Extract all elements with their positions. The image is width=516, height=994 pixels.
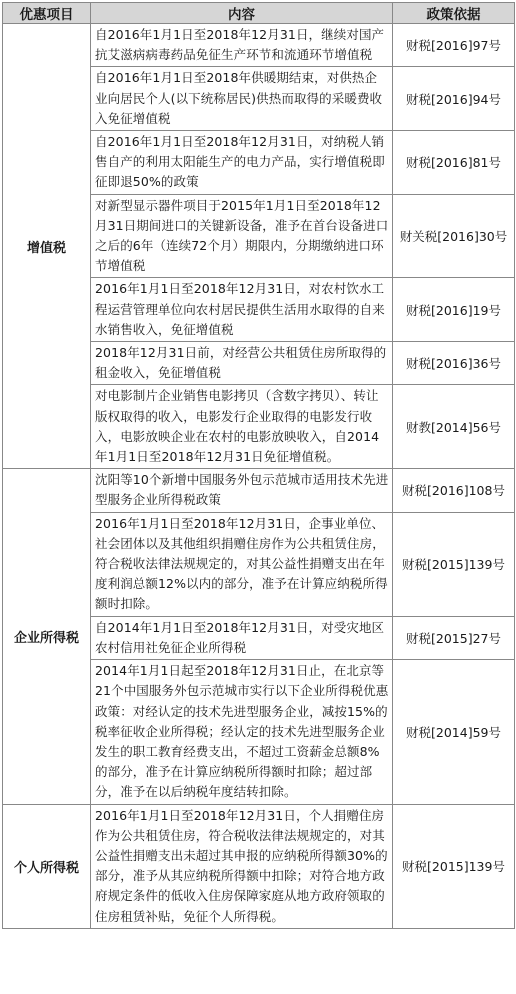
header-basis: 政策依据 <box>393 3 515 24</box>
policy-content: 沈阳等10个新增中国服务外包示范城市适用技术先进型服务企业所得税政策 <box>91 469 393 512</box>
header-row <box>3 3 515 24</box>
policy-content: 2016年1月1日至2018年12月31日，个人捐赠住房作为公共租赁住房，符合税收法律法规规定的，对其公益性捐赠支出未超过其申报的应纳税所得额30%的部分，准予从其应纳税所得额中扣除；对符合地方政府规定条件的低收入住房保障家庭从地方政府领取的住房租赁补贴，免征个人所得税。 <box>91 804 393 928</box>
policy-content: 2018年12月31日前，对经营公共租赁住房所取得的租金收入，免征增值税 <box>91 342 393 385</box>
policy-basis: 财税[2015]27号 <box>393 616 515 659</box>
policy-basis: 财税[2016]36号 <box>393 342 515 385</box>
policy-basis: 财税[2015]139号 <box>393 512 515 616</box>
policy-basis: 财税[2016]108号 <box>393 469 515 512</box>
policy-basis: 财关税[2016]30号 <box>393 194 515 278</box>
policy-content: 2014年1月1日起至2018年12月31日止，在北京等21个中国服务外包示范城市实行以下企业所得税优惠政策：对经认定的技术先进型服务企业，减按15%的税率征收企业所得税；经认定的技术先进型服务企业发生的职工教育经费支出，不超过工资薪金总额8%的部分，准予在计算应纳税所得额时扣除；超过部分，准予在以后纳税年度结转扣除。 <box>91 660 393 804</box>
policy-basis: 财税[2016]81号 <box>393 131 515 195</box>
category-corporate-income-tax: 企业所得税 <box>3 469 91 804</box>
policy-content: 自2016年1月1日至2018年12月31日，对纳税人销售自产的利用太阳能生产的电力产品，实行增值税即征即退50%的政策 <box>91 131 393 195</box>
policy-basis: 财教[2014]56号 <box>393 385 515 469</box>
policy-content: 对电影制片企业销售电影拷贝（含数字拷贝）、转让版权取得的收入，电影发行企业取得的电影发行收入，电影放映企业在农村的电影放映收入，自2014年1月1日至2018年12月31日免征增值税。 <box>91 385 393 469</box>
policy-basis: 财税[2016]97号 <box>393 24 515 67</box>
header-category: 优惠项目 <box>3 3 91 24</box>
policy-content: 自2014年1月1日至2018年12月31日，对受灾地区农村信用社免征企业所得税 <box>91 616 393 659</box>
policy-content: 2016年1月1日至2018年12月31日，对农村饮水工程运营管理单位向农村居民提供生活用水取得的自来水销售收入，免征增值税 <box>91 278 393 342</box>
category-personal-income-tax: 个人所得税 <box>3 804 91 928</box>
policy-content: 对新型显示器件项目于2015年1月1日至2018年12月31日期间进口的关键新设备，准予在首台设备进口之后的6年（连续72个月）期限内，分期缴纳进口环节增值税 <box>91 194 393 278</box>
policy-table <box>2 2 515 929</box>
policy-basis: 财税[2015]139号 <box>393 804 515 928</box>
policy-basis: 财税[2016]94号 <box>393 67 515 131</box>
policy-basis: 财税[2016]19号 <box>393 278 515 342</box>
policy-content: 自2016年1月1日至2018年供暖期结束，对供热企业向居民个人(以下统称居民)供热而取得的采暖费收入免征增值税 <box>91 67 393 131</box>
category-vat: 增值税 <box>3 24 91 469</box>
policy-content: 2016年1月1日至2018年12月31日，企事业单位、社会团体以及其他组织捐赠住房作为公共租赁住房，符合税收法律法规规定的，对其公益性捐赠支出在年度利润总额12%以内的部分，准予在计算应纳税所得额时扣除。 <box>91 512 393 616</box>
header-content: 内容 <box>91 3 393 24</box>
table-row <box>3 469 515 512</box>
policy-content: 自2016年1月1日至2018年12月31日，继续对国产抗艾滋病病毒药品免征生产环节和流通环节增值税 <box>91 24 393 67</box>
policy-basis: 财税[2014]59号 <box>393 660 515 804</box>
table-row <box>3 24 515 67</box>
table-row <box>3 804 515 928</box>
